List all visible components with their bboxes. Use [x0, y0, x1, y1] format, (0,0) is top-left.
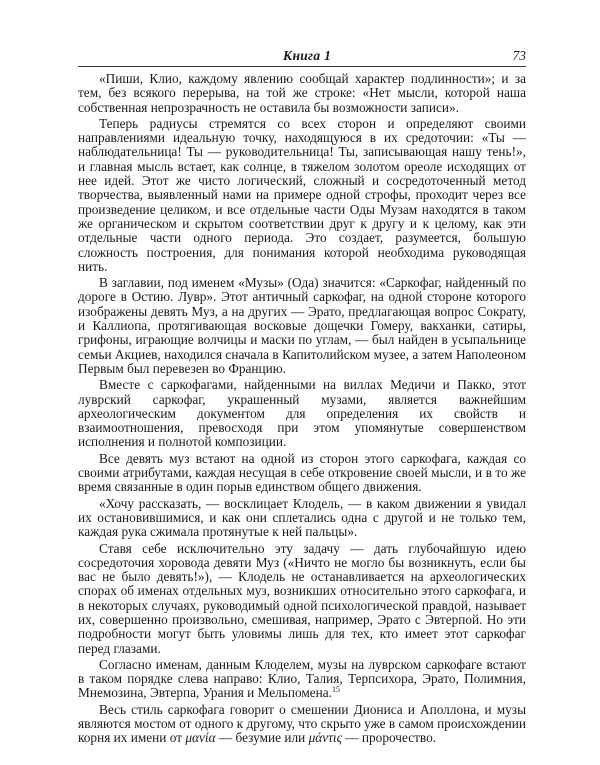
paragraph-nine-muses: Все девять муз встают на одной из сторон этого саркофага, каждая со своими атрибутами, каждая несущая в себе откровение своей мысли, и в то же время связанные в один порыв единством общего движения.	[78, 450, 526, 495]
running-head: Книга 1	[283, 48, 332, 63]
greek-word-mania: μανία	[185, 730, 216, 746]
footnote-marker[interactable]: 15	[332, 685, 341, 695]
paragraph-muse-order: Согласно именам, данным Клоделем, музы на луврском саркофаге встают в таком порядке слева направо: Клио, Талия, Терпсихора, Эрато, Полимния, Мнемозина, Эвтерпа, Урания и Мельпомена.$^{15}$	[78, 656, 526, 701]
page-number: 73	[512, 48, 526, 63]
paragraph-task: Ставя себе исключительно эту задачу — дать глубочайшую идею сосредоточия хоровода девяти Муз («Ничто не могло бы возникнуть, если бы вас не было девять!»), — Клодель не останавливается на археологических спорах об именах отдельных муз, возникших относительно этого саркофага, и в некоторых случаях, руководимый одной психологической правдой, называет их, совершенно произвольно, смешивая, например, Эрато с Эвтерпой. Но эти подробности могут быть уловимы лишь для тех, кто имеет этот саркофаг перед глазами.	[78, 540, 526, 656]
paragraph-style: Весь стиль саркофага говорит о смешении Диониса и Аполлона, и музы являются мостом от одного к другому, что скрыто уже в самом происхождении корня их имени от μανία — безумие или μάντις — пророчество.	[78, 701, 526, 746]
header-rule	[78, 66, 526, 67]
paragraph-title-sarcophagus: В заглавии, под именем «Музы» (Ода) значится: «Саркофаг, найденный по дороге в Остию. Лувр». Этот античный саркофаг, на одной стороне которого изображены девять Муз, а на других — Эрато, предлагающая вопрос Сократу, и Каллиопа, протягивающая восковые дощечки Гомеру, вакханки, сатиры, грифоны, играющие волчицы и маски по углам, — был найден в усыпальнице семьи Акциев, находился сначала в Капитолийском музее, а затем Наполеоном Первым был перевезен во Францию.	[78, 275, 526, 376]
paragraph-radii: Теперь радиусы стремятся со всех сторон и определяют своими направлениями идеальную точку, находящуюся в их средоточии: «Ты — наблюдательница! Ты — руководительница! Ты, записывающая нашу тень!», и главная мысль встает, как солнце, в тяжелом золотом ореоле исходящих от нее идей. Этот же чисто логический, сложный и сосредоточенный метод творчества, выявленный нами на примере одной строфы, проходит через все произведение целиком, и все отдельные части Оды Музам находятся в таком же органическом и скрытом соответствии друг к другу и к целому, как эти отдельные части одного периода. Это создает, разумеется, большую сложность построения, для понимания которой необходима руководящая нить.	[78, 115, 526, 274]
paragraph-clio-quote: «Пиши, Клио, каждому явлению сообщай характер подлинности»; и за тем, без всякого перерыва, на той же строке: «Нет мысли, которой наша собственная непрозрачность не оставила бы возможности записи».	[78, 71, 526, 115]
greek-word-mantis: μάντις	[308, 730, 342, 746]
paragraph-claudel-quote: «Хочу рассказать, — восклицает Клодель, — в каком движении я увидал их остановившимися, и как они сплетались одна с другой и не только тем, каждая рука сжимала протянутые к ней пальцы».	[78, 495, 526, 540]
page-header	[78, 45, 526, 67]
paragraph-medici-pacco: Вместе с саркофагами, найденными на виллах Медичи и Пакко, этот луврский саркофаг, украшенный музами, является важнейшим археологическим документом для определения их свойств и взаимоотношения, превосходя при этом упомянутые совершенством исполнения и полнотой композиции.	[78, 377, 526, 450]
page-body	[78, 72, 526, 746]
